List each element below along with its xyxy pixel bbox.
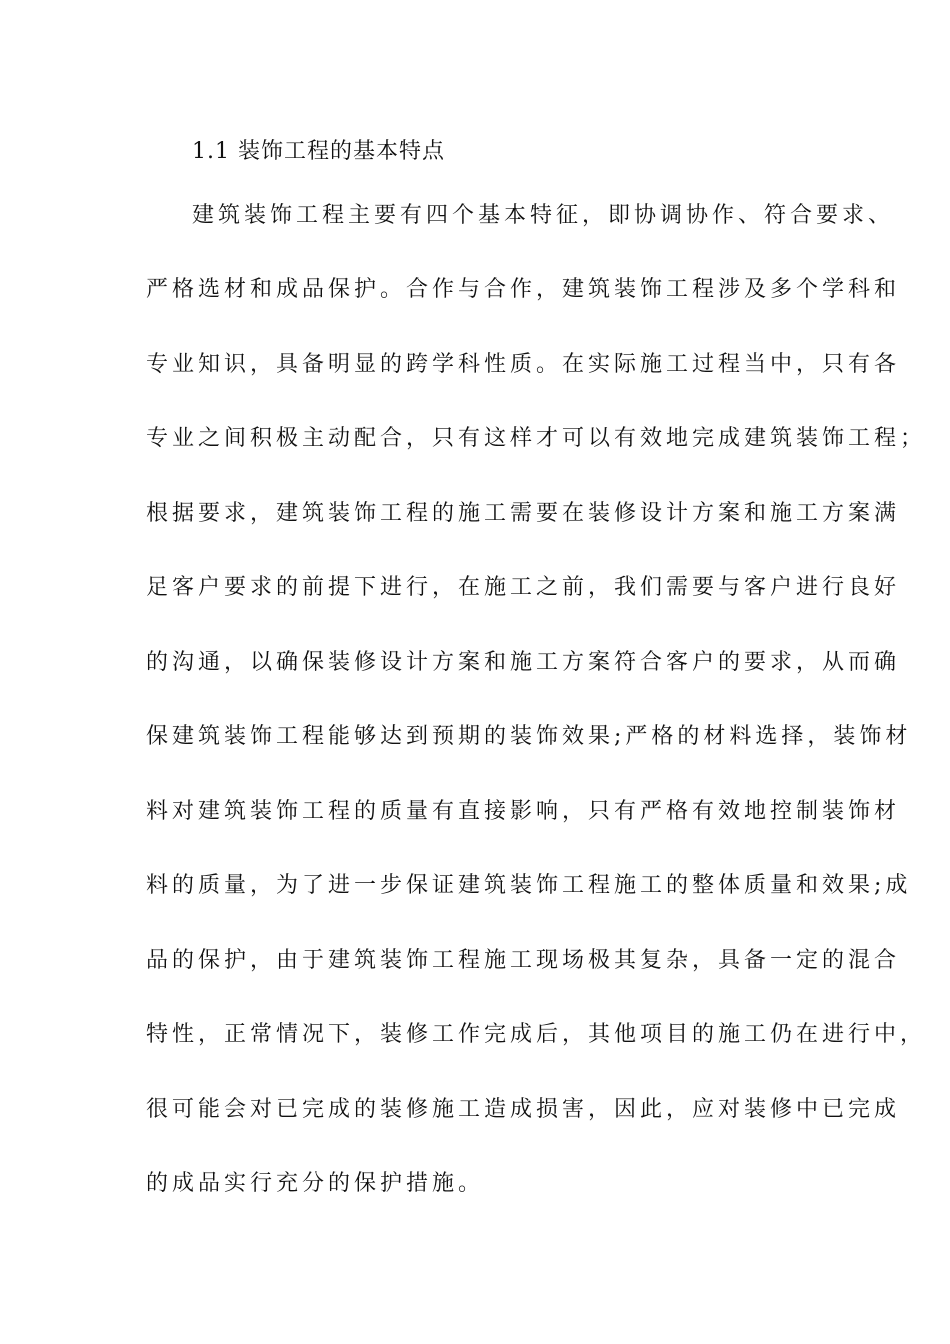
paragraph-line: 料对建筑装饰工程的质量有直接影响，只有严格有效地控制装饰材 [146, 799, 901, 824]
paragraph-line: 根据要求，建筑装饰工程的施工需要在装修设计方案和施工方案满 [146, 501, 901, 526]
paragraph-line: 严格选材和成品保护。合作与合作，建筑装饰工程涉及多个学科和 [146, 277, 901, 302]
paragraph-line: 的沟通，以确保装修设计方案和施工方案符合客户的要求，从而确 [146, 650, 901, 675]
paragraph-line: 专业知识，具备明显的跨学科性质。在实际施工过程当中，只有各 [146, 352, 901, 377]
section-heading: 1.1 装饰工程的基本特点 [192, 139, 445, 164]
paragraph-line: 品的保护，由于建筑装饰工程施工现场极其复杂，具备一定的混合 [146, 948, 901, 973]
paragraph-line: 专业之间积极主动配合，只有这样才可以有效地完成建筑装饰工程； [146, 426, 927, 451]
paragraph-line: 特性，正常情况下，装修工作完成后，其他项目的施工仍在进行中， [146, 1022, 927, 1047]
paragraph-line: 很可能会对已完成的装修施工造成损害，因此，应对装修中已完成 [146, 1097, 901, 1122]
paragraph-line: 保建筑装饰工程能够达到预期的装饰效果;严格的材料选择，装饰材 [146, 724, 912, 749]
paragraph-line: 料的质量，为了进一步保证建筑装饰工程施工的整体质量和效果;成 [146, 873, 912, 898]
paragraph-line: 的成品实行充分的保护措施。 [146, 1171, 485, 1196]
paragraph-line: 建筑装饰工程主要有四个基本特征，即协调协作、符合要求、 [192, 203, 895, 228]
paragraph-line: 足客户要求的前提下进行，在施工之前，我们需要与客户进行良好 [146, 575, 901, 600]
